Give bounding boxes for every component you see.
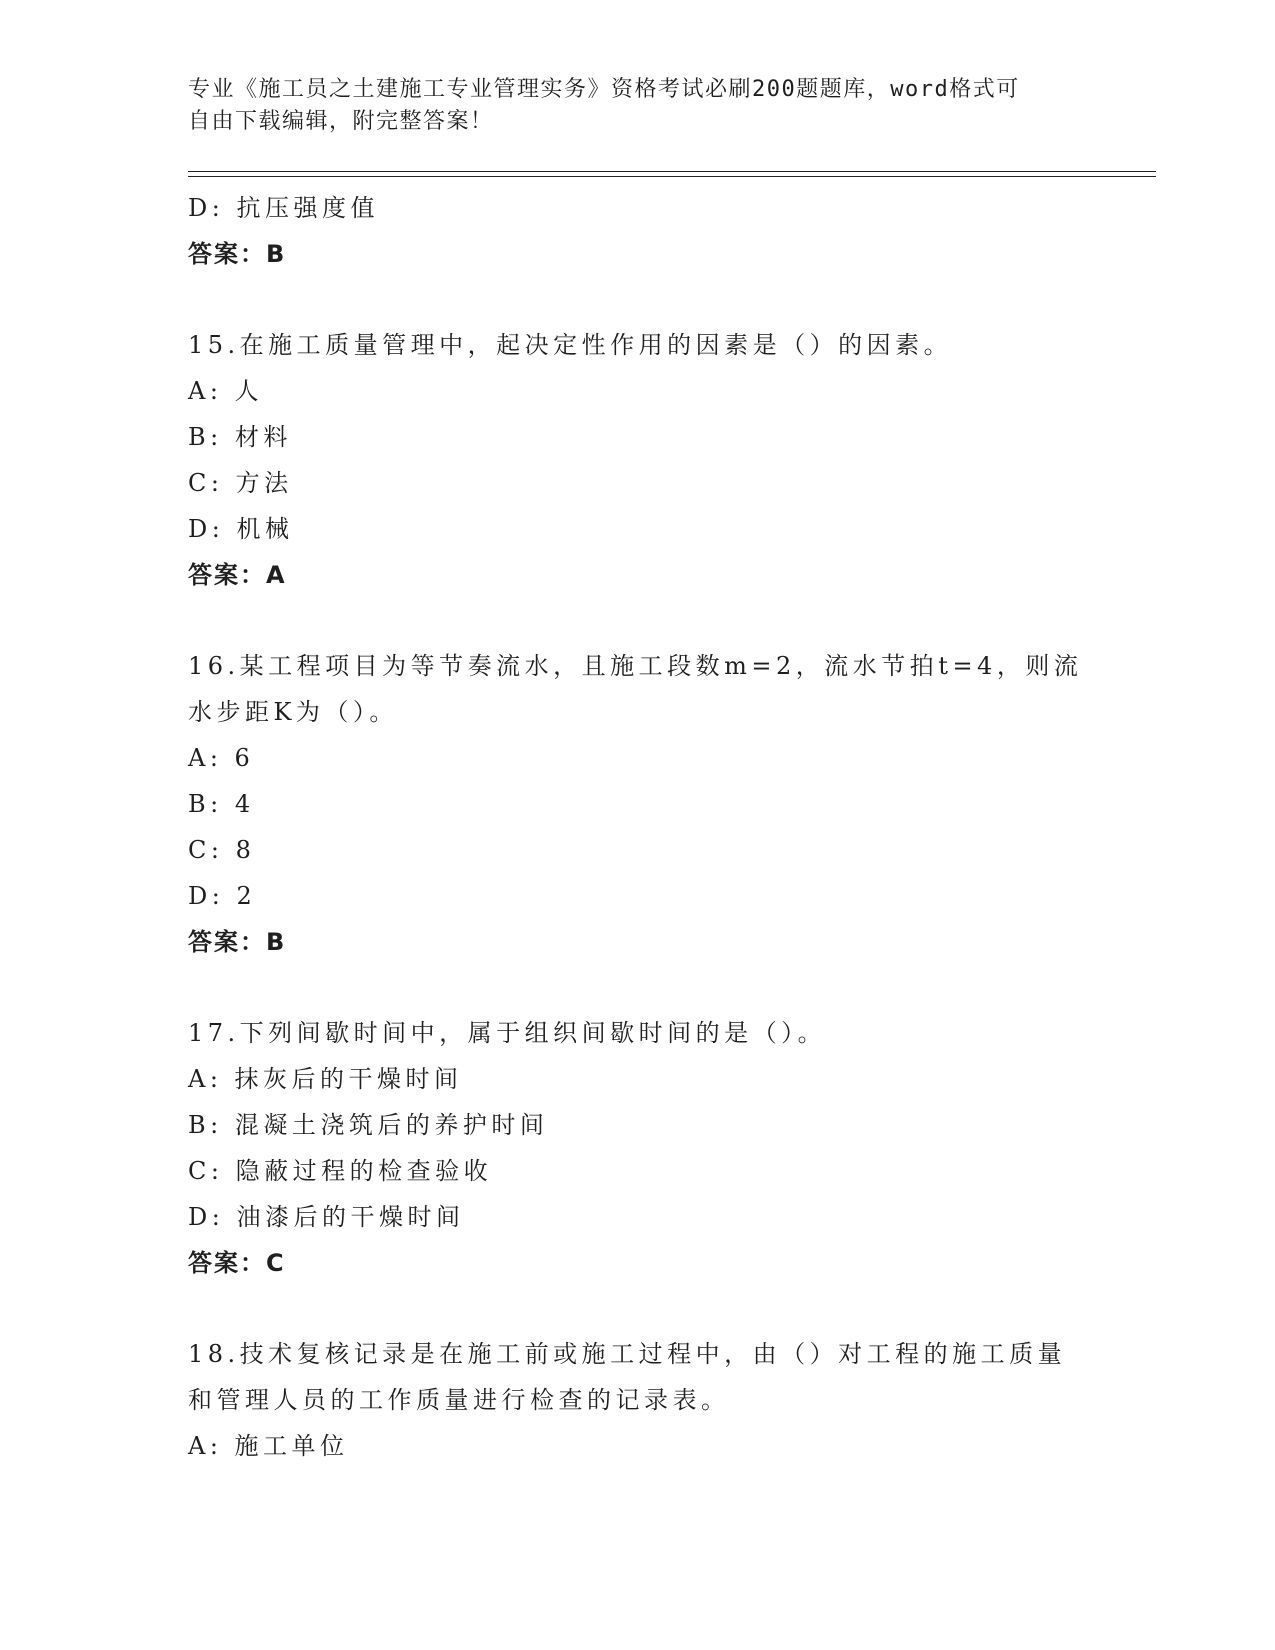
- answer-line: 答案：B: [188, 928, 287, 956]
- option-d: D: 油漆后的干燥时间: [188, 1203, 465, 1231]
- option-a: A: 抹灰后的干燥时间: [188, 1065, 463, 1093]
- option-c: C: 隐蔽过程的检查验收: [188, 1157, 493, 1185]
- question-stem: 15.在施工质量管理中，起决定性作用的因素是（）的因素。: [188, 331, 953, 359]
- answer-line: 答案：B: [188, 240, 287, 268]
- question-stem-continued: 水步距K为（）。: [188, 698, 398, 726]
- header-title-line-1: 专业《施工员之土建施工专业管理实务》资格考试必刷200题题库，word格式可: [188, 77, 1020, 102]
- question-list: [188, 185, 1088, 1469]
- question-17: [188, 1010, 1088, 1286]
- question-stem: 16.某工程项目为等节奏流水，且施工段数m=2，流水节拍t=4，则流: [188, 652, 1083, 680]
- question-16: [188, 643, 1088, 965]
- document-header: [188, 74, 1088, 138]
- option-c: C: 方法: [188, 469, 293, 497]
- answer-line: 答案：A: [188, 561, 287, 589]
- question-18: [188, 1331, 1088, 1469]
- spacer: [188, 1286, 1088, 1331]
- option-d: D: 2: [188, 882, 257, 910]
- option-d: D: 机械: [188, 515, 294, 543]
- header-divider-top: [188, 171, 1156, 172]
- option-a: A: 施工单位: [188, 1432, 349, 1460]
- option-b: B: 材料: [188, 423, 292, 451]
- option-c: C: 8: [188, 836, 256, 864]
- question-stem-continued: 和管理人员的工作质量进行检查的记录表。: [188, 1386, 730, 1414]
- option-d: D: 抗压强度值: [188, 194, 379, 222]
- spacer: [188, 598, 1088, 643]
- option-a: A: 人: [188, 377, 264, 405]
- answer-line: 答案：C: [188, 1249, 286, 1277]
- question-stem: 17.下列间歇时间中，属于组织间歇时间的是（）。: [188, 1019, 827, 1047]
- question-stem: 18.技术复核记录是在施工前或施工过程中，由（）对工程的施工质量: [188, 1340, 1067, 1368]
- option-b: B: 混凝土浇筑后的养护时间: [188, 1111, 549, 1139]
- question-15: [188, 322, 1088, 598]
- header-divider-bottom: [188, 176, 1156, 177]
- option-b: B: 4: [188, 790, 255, 818]
- spacer: [188, 277, 1088, 322]
- spacer: [188, 965, 1088, 1010]
- option-a: A: 6: [188, 744, 255, 772]
- header-title-line-2: 自由下载编辑，附完整答案！: [188, 109, 494, 134]
